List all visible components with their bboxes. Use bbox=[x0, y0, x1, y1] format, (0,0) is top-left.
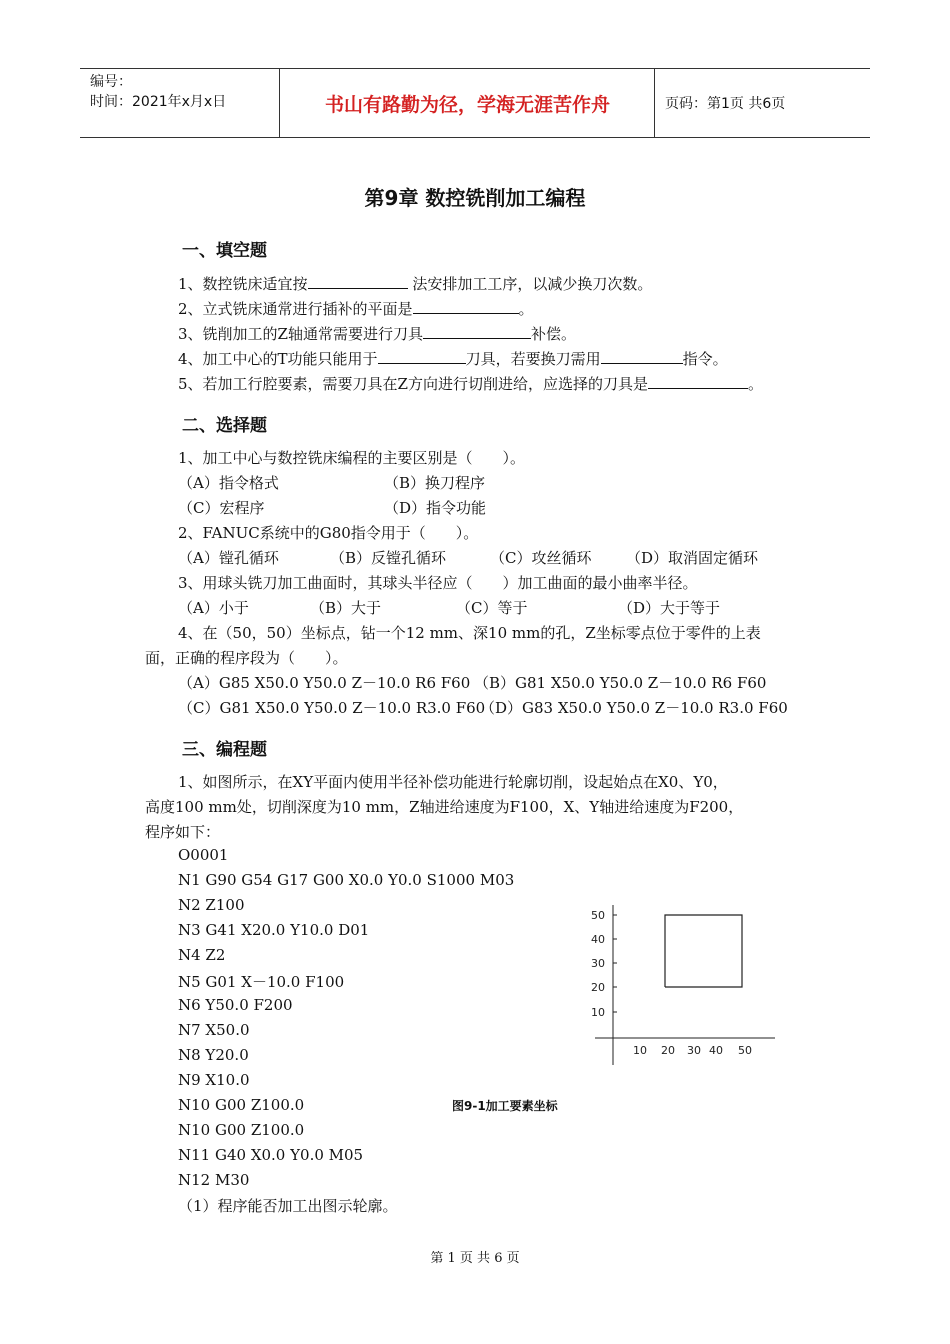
choice-question-1: 1、加工中心与数控铣床编程的主要区别是（ ）。 bbox=[178, 449, 526, 467]
fill-question-4 bbox=[178, 348, 728, 369]
x-tick-group bbox=[633, 1044, 752, 1057]
x-tick-label: 50 bbox=[738, 1044, 752, 1057]
program-intro-line3: 程序如下： bbox=[145, 823, 221, 841]
number-label: 编号： bbox=[90, 74, 132, 90]
fill-blank bbox=[378, 349, 466, 364]
fill-blank bbox=[308, 274, 408, 289]
choice-question-4-line1: 4、在（50，50）坐标点，钻一个12 mm、深10 mm的孔，Z坐标零点位于零件的上表 bbox=[178, 624, 761, 642]
choice-q2-option-c: （C）攻丝循环 bbox=[490, 549, 592, 567]
code-line: N4 Z2 bbox=[178, 946, 226, 964]
code-line: N7 X50.0 bbox=[178, 1021, 250, 1039]
code-line: N5 G01 X－10.0 F100 bbox=[178, 973, 345, 991]
x-tick-label: 30 bbox=[687, 1044, 701, 1057]
choice-question-4-line2: 面，正确的程序段为（ ）。 bbox=[145, 649, 348, 667]
code-line: N12 M30 bbox=[178, 1171, 250, 1189]
choice-q3-option-c: （C）等于 bbox=[456, 599, 528, 617]
choice-q1-option-a: （A）指令格式 bbox=[178, 474, 279, 492]
fill-q2-text: 2、立式铣床通常进行插补的平面是 bbox=[178, 300, 413, 318]
y-tick-label: 40 bbox=[591, 933, 605, 946]
choice-q2-option-b: （B）反镗孔循环 bbox=[330, 549, 447, 567]
choice-q4-option-a: （A）G85 X50.0 Y50.0 Z－10.0 R6 F60 bbox=[178, 674, 471, 692]
code-line: N1 G90 G54 G17 G00 X0.0 Y0.0 S1000 M03 bbox=[178, 871, 515, 889]
choice-q3-option-a: （A）小于 bbox=[178, 599, 249, 617]
choice-q1-option-d: （D）指令功能 bbox=[384, 499, 487, 517]
fill-q3-text: 3、铣削加工的Z轴通常需要进行刀具 bbox=[178, 325, 423, 343]
fill-question-3 bbox=[178, 323, 576, 344]
fill-q1-text: 1、数控铣床适宜按 bbox=[178, 275, 308, 293]
page-footer: 第 1 页 共 6 页 bbox=[430, 1251, 520, 1266]
figure-caption: 图9-1加工要素坐标 bbox=[452, 1099, 558, 1113]
program-intro-line1: 1、如图所示，在XY平面内使用半径补偿功能进行轮廓切削，设起始点在X0、Y0， bbox=[178, 773, 728, 791]
fill-question-5 bbox=[178, 373, 763, 394]
code-line: N2 Z100 bbox=[178, 896, 245, 914]
contour-rectangle bbox=[665, 915, 742, 987]
code-line: N10 G00 Z100.0 bbox=[178, 1096, 305, 1114]
fill-blank bbox=[423, 324, 531, 339]
y-tick-label: 20 bbox=[591, 981, 605, 994]
code-line: N3 G41 X20.0 Y10.0 D01 bbox=[178, 921, 370, 939]
y-tick-label: 30 bbox=[591, 957, 605, 970]
choice-q4-option-c: （C）G81 X50.0 Y50.0 Z－10.0 R3.0 F60 bbox=[178, 699, 486, 717]
choice-q1-option-b: （B）换刀程序 bbox=[384, 474, 486, 492]
section-program-heading: 三、编程题 bbox=[182, 740, 267, 760]
date-label: 时间：2021年x月x日 bbox=[90, 94, 227, 110]
header-page-info: 页码：第1页 共6页 bbox=[665, 96, 786, 112]
choice-q2-option-a: （A）镗孔循环 bbox=[178, 549, 279, 567]
y-tick-label: 10 bbox=[591, 1006, 605, 1019]
page-header bbox=[80, 68, 870, 138]
choice-q2-option-d: （D）取消固定循环 bbox=[626, 549, 759, 567]
code-line: N9 X10.0 bbox=[178, 1071, 250, 1089]
code-line: N11 G40 X0.0 Y0.0 M05 bbox=[178, 1146, 364, 1164]
code-line: N10 G00 Z100.0 bbox=[178, 1121, 305, 1139]
fill-q4-text: 4、加工中心的T功能只能用于 bbox=[178, 350, 378, 368]
choice-q3-option-d: （D）大于等于 bbox=[618, 599, 721, 617]
fill-blank bbox=[601, 349, 683, 364]
fill-question-2 bbox=[178, 298, 534, 319]
x-tick-label: 10 bbox=[633, 1044, 647, 1057]
code-line: N6 Y50.0 F200 bbox=[178, 996, 293, 1014]
fill-question-1 bbox=[178, 273, 652, 294]
header-motto: 书山有路勤为径，学海无涯苦作舟 bbox=[281, 69, 655, 137]
program-subquestion-1: （1）程序能否加工出图示轮廓。 bbox=[178, 1197, 398, 1215]
choice-q3-option-b: （B）大于 bbox=[310, 599, 382, 617]
fill-q5-text: 5、若加工行腔要素，需要刀具在Z方向进行切削进给，应选择的刀具是 bbox=[178, 375, 648, 393]
section-choice-heading: 二、选择题 bbox=[182, 416, 267, 436]
code-line: N8 Y20.0 bbox=[178, 1046, 249, 1064]
fill-q4-mid: 刀具，若要换刀需用 bbox=[465, 350, 601, 368]
choice-question-3: 3、用球头铣刀加工曲面时，其球头半径应（ ）加工曲面的最小曲率半径。 bbox=[178, 574, 698, 592]
choice-question-2: 2、FANUC系统中的G80指令用于（ ）。 bbox=[178, 524, 479, 542]
coordinate-figure bbox=[585, 900, 785, 1070]
header-left-cell bbox=[80, 69, 280, 137]
choice-q4-option-b: （B）G81 X50.0 Y50.0 Z－10.0 R6 F60 bbox=[474, 674, 767, 692]
fill-q5-tail: 。 bbox=[747, 375, 763, 393]
program-intro-line2: 高度100 mm处，切削深度为10 mm，Z轴进给速度为F100，X、Y轴进给速度为F200， bbox=[145, 798, 744, 816]
fill-blank bbox=[648, 374, 748, 389]
choice-q4-option-d: （D）G83 X50.0 Y50.0 Z－10.0 R3.0 F60 bbox=[480, 699, 788, 717]
y-tick-label: 50 bbox=[591, 909, 605, 922]
x-tick-label: 40 bbox=[709, 1044, 723, 1057]
fill-q1-tail: 法安排加工工序，以减少换刀次数。 bbox=[407, 275, 653, 293]
x-tick-label: 20 bbox=[661, 1044, 675, 1057]
fill-blank bbox=[413, 299, 519, 314]
code-line: O0001 bbox=[178, 846, 229, 864]
fill-q3-tail: 补偿。 bbox=[530, 325, 576, 343]
fill-q4-tail: 指令。 bbox=[682, 350, 728, 368]
chapter-title: 第9章 数控铣削加工编程 bbox=[364, 186, 586, 210]
choice-q1-option-c: （C）宏程序 bbox=[178, 499, 265, 517]
fill-q2-tail: 。 bbox=[518, 300, 534, 318]
section-fill-heading: 一、填空题 bbox=[182, 241, 267, 261]
